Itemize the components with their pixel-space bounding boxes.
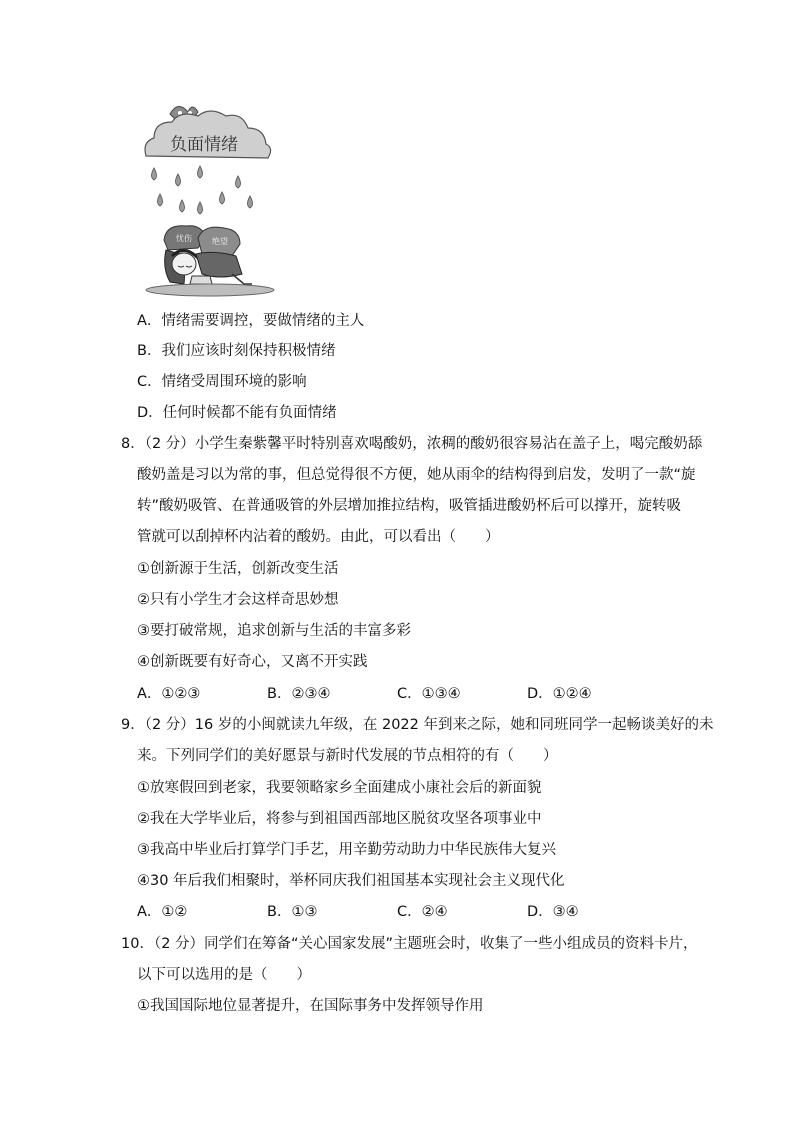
q9-choice-c: C．②④ <box>397 904 448 920</box>
q9-choices <box>137 902 657 922</box>
q10-question-line-1: 10．（2 分）同学们在筹备“关心国家发展”主题班会时，收集了一些小组成员的资料卡片， <box>121 936 698 952</box>
q9-statement-4: ④30 年后我们相聚时，举杯同庆我们祖国基本实现社会主义现代化 <box>137 873 565 889</box>
q8-question-line-4: 管就可以刮掉杯内沾着的酸奶。由此，可以看出（ ） <box>137 529 500 545</box>
q9-question-line-1: 9．（2 分）16 岁的小闽就读九年级，在 2022 年到来之际，她和同班同学一起畅谈美好的未 <box>121 717 714 733</box>
q9-statement-1: ①放寒假回到老家，我要领略家乡全面建成小康社会后的新面貌 <box>137 780 542 796</box>
q7-option-c: C．情绪受周围环境的影响 <box>137 374 307 390</box>
q9-choice-d: D．③④ <box>527 904 579 920</box>
q8-statement-1: ①创新源于生活，创新改变生活 <box>137 561 339 577</box>
puddle-icon <box>146 284 274 296</box>
q9-choice-b: B．①③ <box>267 904 318 920</box>
q8-question-line-2: 酸奶盖是习以为常的事，但总觉得很不方便，她从雨伞的结构得到启发，发明了一款“旋 <box>137 467 696 483</box>
q9-statement-3: ③我高中毕业后打算学门手艺，用辛勤劳动助力中华民族伟大复兴 <box>137 842 556 858</box>
q8-choices <box>137 684 657 704</box>
raindrop-icons <box>152 166 253 214</box>
q8-statement-2: ②只有小学生才会这样奇思妙想 <box>137 592 339 608</box>
q10-question-line-2: 以下可以选用的是（ ） <box>137 967 311 983</box>
q10-statement-1: ①我国国际地位显著提升，在国际事务中发挥领导作用 <box>137 998 484 1014</box>
rock-text-left: 忧伤 <box>176 234 192 243</box>
q7-option-a: A．情绪需要调控，要做情绪的主人 <box>137 313 365 329</box>
q8-statement-4: ④创新既要有好奇心，又离不开实践 <box>137 654 368 670</box>
cloud-text: 负面情绪 <box>170 135 238 155</box>
q8-question-line-3: 转”酸奶吸管、在普通吸管的外层增加推拉结构，吸管插进酸奶杯后可以撑开，旋转吸 <box>137 498 682 514</box>
q7-option-d: D．任何时候都不能有负面情绪 <box>137 405 337 421</box>
q7-option-b: B．我们应该时刻保持积极情绪 <box>137 343 336 359</box>
sad-person-icon <box>165 250 252 284</box>
rock-text-right: 绝望 <box>212 237 228 246</box>
q8-choice-a: A．①②③ <box>137 686 201 702</box>
q8-question-line-1: 8．（2 分）小学生秦紫馨平时特别喜欢喝酸奶，浓稠的酸奶很容易沾在盖子上，喝完酸奶舔 <box>121 436 703 452</box>
q9-question-line-2: 来。下列同学们的美好愿景与新时代发展的节点相符的有（ ） <box>137 748 558 764</box>
q8-choice-c: C．①③④ <box>397 686 461 702</box>
q9-statement-2: ②我在大学毕业后，将参与到祖国西部地区脱贫攻坚各项事业中 <box>137 811 542 827</box>
negative-emotion-illustration <box>140 98 280 303</box>
q8-choice-b: B．②③④ <box>267 686 331 702</box>
q9-choice-a: A．①② <box>137 904 188 920</box>
q8-statement-3: ③要打破常规，追求创新与生活的丰富多彩 <box>137 623 411 639</box>
q8-choice-d: D．①②④ <box>527 686 592 702</box>
